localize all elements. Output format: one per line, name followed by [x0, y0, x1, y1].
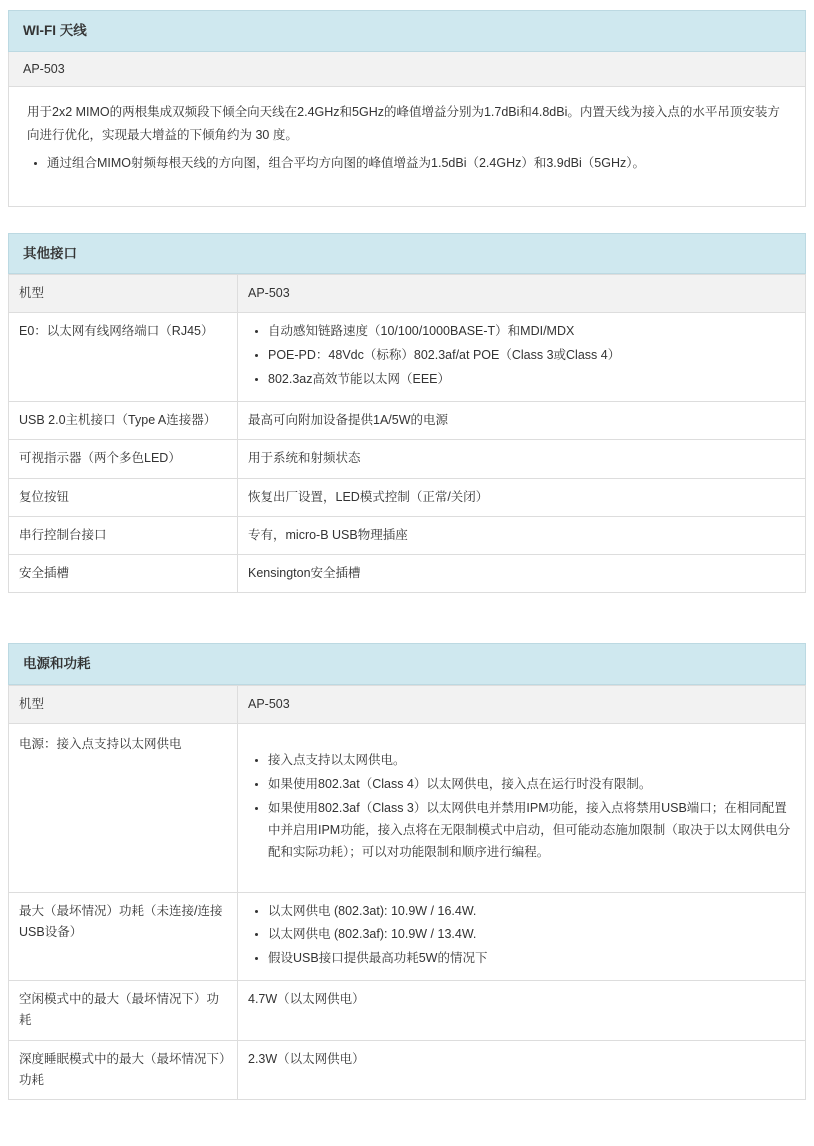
row-value-usb-host: 最高可向附加设备提供1A/5W的电源	[238, 402, 806, 440]
row-value-power-source	[238, 724, 806, 892]
table-row	[9, 402, 806, 440]
table-power-consumption	[8, 685, 806, 1100]
table-row	[9, 440, 806, 478]
list-item: • 如果使用802.3at（Class 4）以太网供电，接入点在运行时没有限制。	[268, 774, 795, 796]
model-header-label: 机型	[9, 275, 238, 313]
list-item: • 通过组合MIMO射频每根天线的方向图，组合平均方向图的峰值增益为1.5dBi（2.4GHz）和3.9dBi（5GHz）。	[47, 153, 787, 175]
table-row	[9, 1040, 806, 1100]
row-value-idle-power: 4.7W（以太网供电）	[238, 981, 806, 1041]
row-value-reset-button: 恢复出厂设置，LED模式控制（正常/关闭）	[238, 478, 806, 516]
section-other-interfaces	[8, 233, 806, 594]
list-item: • 接入点支持以太网供电。	[268, 750, 795, 772]
row-label-usb-host: USB 2.0主机接口（Type A连接器）	[9, 402, 238, 440]
section-wifi-antenna	[8, 10, 806, 207]
table-row	[9, 555, 806, 593]
power-source-bullet-list	[248, 750, 795, 863]
row-label-ethernet-port: E0：以太网有线网络端口（RJ45）	[9, 313, 238, 402]
row-value-max-power	[238, 892, 806, 981]
row-value-serial-console: 专有，micro-B USB物理插座	[238, 516, 806, 554]
section-spacer	[8, 619, 806, 643]
model-header-label-power: 机型	[9, 685, 238, 723]
ethernet-bullet-list	[248, 321, 795, 391]
table-row	[9, 275, 806, 313]
list-item: • 以太网供电 (802.3af): 10.9W / 13.4W.	[268, 924, 795, 946]
table-row	[9, 685, 806, 723]
row-value-led-indicators: 用于系统和射频状态	[238, 440, 806, 478]
model-label-wifi-antenna: AP-503	[8, 52, 806, 87]
section-power-consumption	[8, 643, 806, 1100]
row-value-ethernet-port	[238, 313, 806, 402]
list-item: • 自动感知链路速度（10/100/1000BASE-T）和MDI/MDX	[268, 321, 795, 343]
row-label-power-source: 电源：接入点支持以太网供电	[9, 724, 238, 892]
list-item: • 假设USB接口提供最高功耗5W的情况下	[268, 948, 795, 970]
list-item: • 如果使用802.3af（Class 3）以太网供电并禁用IPM功能，接入点将禁用USB端口；在相同配置中并启用IPM功能，接入点将在无限制模式中启动，但可能动态施加限制（取决于以太网供电分配和实际功耗）；可以对功能限制和顺序进行编程。	[268, 798, 795, 864]
antenna-bullet-list	[27, 153, 787, 175]
table-row	[9, 516, 806, 554]
section-title-other-interfaces: 其他接口	[8, 233, 806, 275]
row-label-serial-console: 串行控制台接口	[9, 516, 238, 554]
row-value-security-slot: Kensington安全插槽	[238, 555, 806, 593]
row-label-max-power: 最大（最坏情况）功耗（未连接/连接USB设备）	[9, 892, 238, 981]
table-row	[9, 892, 806, 981]
section-title-wifi-antenna: WI-FI 天线	[8, 10, 806, 52]
max-power-bullet-list	[248, 901, 795, 971]
model-header-value-power: AP-503	[238, 685, 806, 723]
model-header-value: AP-503	[238, 275, 806, 313]
list-item: • 802.3az高效节能以太网（EEE）	[268, 369, 795, 391]
section-title-power-consumption: 电源和功耗	[8, 643, 806, 685]
row-label-deep-sleep-power: 深度睡眠模式中的最大（最坏情况下）功耗	[9, 1040, 238, 1100]
list-item: • 以太网供电 (802.3at): 10.9W / 16.4W.	[268, 901, 795, 923]
section-body-wifi-antenna	[8, 87, 806, 207]
table-row	[9, 981, 806, 1041]
row-label-security-slot: 安全插槽	[9, 555, 238, 593]
row-label-reset-button: 复位按钮	[9, 478, 238, 516]
row-value-deep-sleep-power: 2.3W（以太网供电）	[238, 1040, 806, 1100]
table-row	[9, 478, 806, 516]
antenna-description: 用于2x2 MIMO的两根集成双频段下倾全向天线在2.4GHz和5GHz的峰值增益分别为1.7dBi和4.8dBi。内置天线为接入点的水平吊顶安装方向进行优化，实现最大增益的下倾角约为 30 度。	[27, 104, 780, 142]
table-other-interfaces	[8, 274, 806, 593]
list-item: • POE-PD：48Vdc（标称）802.3af/at POE（Class 3或Class 4）	[268, 345, 795, 367]
row-label-idle-power: 空闲模式中的最大（最坏情况下）功耗	[9, 981, 238, 1041]
table-row	[9, 724, 806, 892]
table-row	[9, 313, 806, 402]
row-label-led-indicators: 可视指示器（两个多色LED）	[9, 440, 238, 478]
